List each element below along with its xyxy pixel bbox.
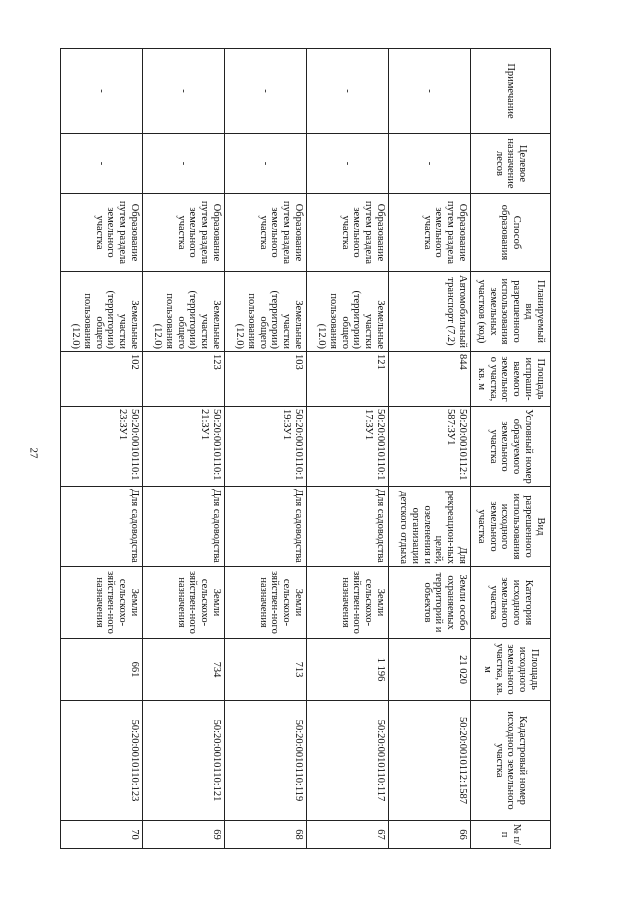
- source-area-cell: 734: [143, 639, 225, 701]
- cadastral-number-cell: 50:20:0010110:117: [307, 701, 389, 821]
- formation-method-cell: Образование путем раздела земельного участка: [61, 194, 143, 272]
- forest-purpose-cell: -: [307, 134, 389, 194]
- category-cell: Земли сельскохо-зяйствен-ного назначения: [143, 567, 225, 639]
- conditional-number-cell: 50:20:0010110:123:ЗУ1: [61, 407, 143, 487]
- table-row: [225, 49, 307, 849]
- note-cell: -: [389, 49, 471, 134]
- category-cell: Земли сельскохо-зяйствен-ного назначения: [307, 567, 389, 639]
- table-row: [307, 49, 389, 849]
- note-cell: -: [61, 49, 143, 134]
- header-cell: Способ образования: [471, 194, 551, 272]
- source-use-cell: Для рекреацион-ных целей, озеленения и организации детского отдыха: [389, 487, 471, 567]
- note-cell: -: [307, 49, 389, 134]
- table-row: [61, 49, 143, 849]
- source-area-cell: 661: [61, 639, 143, 701]
- planned-use-cell: Земельные участки (территории) общего пользования (12.0): [61, 272, 143, 352]
- planned-use-cell: Автомобильный транспорт (7.2): [389, 272, 471, 352]
- row-number-cell: 70: [61, 821, 143, 849]
- row-number-cell: 69: [143, 821, 225, 849]
- page-number: 27: [27, 447, 39, 458]
- header-cell: № п/п: [471, 821, 551, 849]
- header-cell: Примечание: [471, 49, 551, 134]
- conditional-number-cell: 50:20:0010110:117:ЗУ1: [307, 407, 389, 487]
- header-cell: Вид разрешенного использования исходного земельного участка: [471, 487, 551, 567]
- header-cell: Кадастровый номер исходного земельного участка: [471, 701, 551, 821]
- table-header-row: [471, 49, 551, 849]
- cadastral-number-cell: 50:20:0010110:123: [61, 701, 143, 821]
- table-row: [389, 49, 471, 849]
- forest-purpose-cell: -: [389, 134, 471, 194]
- requested-area-cell: 844: [389, 352, 471, 407]
- note-cell: -: [143, 49, 225, 134]
- source-use-cell: Для садоводства: [143, 487, 225, 567]
- formation-method-cell: Образование путем раздела земельного участка: [143, 194, 225, 272]
- source-use-cell: Для садоводства: [307, 487, 389, 567]
- source-area-cell: 21 020: [389, 639, 471, 701]
- source-area-cell: 713: [225, 639, 307, 701]
- header-cell: Условный номер образуемого земельного участка: [471, 407, 551, 487]
- header-cell: Планируемый вид разрешенного использования земельных участков (код): [471, 272, 551, 352]
- header-cell: Целевое назначение лесов: [471, 134, 551, 194]
- planned-use-cell: Земельные участки (территории) общего пользования (12.0): [307, 272, 389, 352]
- formation-method-cell: Образование путем раздела земельного участка: [389, 194, 471, 272]
- row-number-cell: 66: [389, 821, 471, 849]
- requested-area-cell: 103: [225, 352, 307, 407]
- cadastral-number-cell: 50:20:0010110:121: [143, 701, 225, 821]
- header-cell: Категория исходного земельного участка: [471, 567, 551, 639]
- category-cell: Земли сельскохо-зяйствен-ного назначения: [225, 567, 307, 639]
- land-plots-table: [60, 48, 551, 849]
- header-cell: Площадь испраши-ваемого земельного участка, кв. м: [471, 352, 551, 407]
- row-number-cell: 67: [307, 821, 389, 849]
- forest-purpose-cell: -: [143, 134, 225, 194]
- requested-area-cell: 123: [143, 352, 225, 407]
- source-area-cell: 1 196: [307, 639, 389, 701]
- source-use-cell: Для садоводства: [225, 487, 307, 567]
- category-cell: Земли особо охраняемых территорий и объектов: [389, 567, 471, 639]
- forest-purpose-cell: -: [61, 134, 143, 194]
- row-number-cell: 68: [225, 821, 307, 849]
- requested-area-cell: 102: [61, 352, 143, 407]
- formation-method-cell: Образование путем раздела земельного участка: [225, 194, 307, 272]
- formation-method-cell: Образование путем раздела земельного участка: [307, 194, 389, 272]
- source-use-cell: Для садоводства: [61, 487, 143, 567]
- planned-use-cell: Земельные участки (территории) общего пользования (12.0): [225, 272, 307, 352]
- category-cell: Земли сельскохо-зяйствен-ного назначения: [61, 567, 143, 639]
- note-cell: -: [225, 49, 307, 134]
- cadastral-number-cell: 50:20:0010112:1587: [389, 701, 471, 821]
- header-cell: Площадь исходного земельного участка, кв. м: [471, 639, 551, 701]
- forest-purpose-cell: -: [225, 134, 307, 194]
- cadastral-number-cell: 50:20:0010110:119: [225, 701, 307, 821]
- conditional-number-cell: 50:20:0010110:121:ЗУ1: [143, 407, 225, 487]
- rotated-table-container: [59, 48, 551, 848]
- conditional-number-cell: 50:20:0010112:1587:ЗУ1: [389, 407, 471, 487]
- requested-area-cell: 121: [307, 352, 389, 407]
- planned-use-cell: Земельные участки (территории) общего пользования (12.0): [143, 272, 225, 352]
- conditional-number-cell: 50:20:0010110:119:ЗУ1: [225, 407, 307, 487]
- table-row: [143, 49, 225, 849]
